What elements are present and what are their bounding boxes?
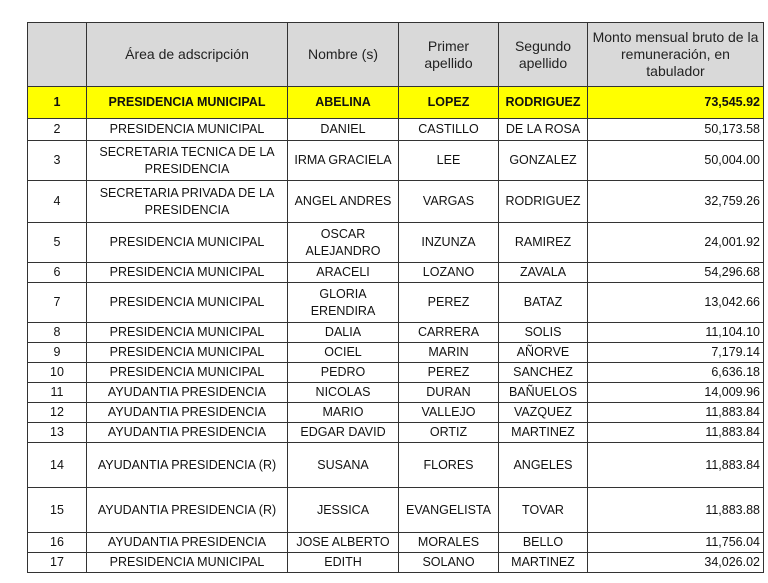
area-cell: PRESIDENCIA MUNICIPAL [87,119,288,141]
nombre-cell: DALIA [288,323,399,343]
row-index: 16 [28,533,87,553]
monto-cell: 11,883.88 [588,488,764,533]
monto-cell: 7,179.14 [588,343,764,363]
table-row [28,343,764,363]
header-area: Área de adscripción [87,23,288,87]
row-index: 4 [28,181,87,223]
header-index [28,23,87,87]
table-row [28,488,764,533]
nombre-cell: OSCAR ALEJANDRO [288,223,399,263]
area-cell: PRESIDENCIA MUNICIPAL [87,343,288,363]
header-row [28,23,764,87]
area-cell: AYUDANTIA PRESIDENCIA (R) [87,488,288,533]
primer-apellido-cell: MARIN [399,343,499,363]
segundo-apellido-cell: ANGELES [499,443,588,488]
segundo-apellido-cell: SANCHEZ [499,363,588,383]
area-cell: PRESIDENCIA MUNICIPAL [87,323,288,343]
header-primer-apellido: Primer apellido [399,23,499,87]
segundo-apellido-cell: GONZALEZ [499,141,588,181]
nombre-cell: GLORIA ERENDIRA [288,283,399,323]
primer-apellido-cell: LOPEZ [399,87,499,119]
row-index: 7 [28,283,87,323]
primer-apellido-cell: FLORES [399,443,499,488]
primer-apellido-cell: DURAN [399,383,499,403]
row-index: 2 [28,119,87,141]
monto-cell: 6,636.18 [588,363,764,383]
row-index: 1 [28,87,87,119]
area-cell: AYUDANTIA PRESIDENCIA [87,533,288,553]
primer-apellido-cell: VALLEJO [399,403,499,423]
monto-cell: 32,759.26 [588,181,764,223]
nombre-cell: PEDRO [288,363,399,383]
monto-cell: 11,883.84 [588,443,764,488]
primer-apellido-cell: VARGAS [399,181,499,223]
salary-table [27,22,764,573]
primer-apellido-cell: PEREZ [399,363,499,383]
table-row [28,181,764,223]
header-monto: Monto mensual bruto de la remuneración, en tabulador [588,23,764,87]
nombre-cell: SUSANA [288,443,399,488]
segundo-apellido-cell: MARTINEZ [499,553,588,573]
area-cell: AYUDANTIA PRESIDENCIA [87,403,288,423]
table-row [28,533,764,553]
monto-cell: 54,296.68 [588,263,764,283]
segundo-apellido-cell: BATAZ [499,283,588,323]
monto-cell: 11,104.10 [588,323,764,343]
header-nombre: Nombre (s) [288,23,399,87]
monto-cell: 11,883.84 [588,423,764,443]
nombre-cell: EDITH [288,553,399,573]
row-index: 17 [28,553,87,573]
nombre-cell: ANGEL ANDRES [288,181,399,223]
area-cell: PRESIDENCIA MUNICIPAL [87,87,288,119]
monto-cell: 50,004.00 [588,141,764,181]
primer-apellido-cell: INZUNZA [399,223,499,263]
monto-cell: 13,042.66 [588,283,764,323]
row-index: 11 [28,383,87,403]
primer-apellido-cell: LOZANO [399,263,499,283]
primer-apellido-cell: PEREZ [399,283,499,323]
row-index: 5 [28,223,87,263]
monto-cell: 34,026.02 [588,553,764,573]
area-cell: PRESIDENCIA MUNICIPAL [87,263,288,283]
segundo-apellido-cell: BAÑUELOS [499,383,588,403]
table-row [28,403,764,423]
area-cell: PRESIDENCIA MUNICIPAL [87,363,288,383]
nombre-cell: IRMA GRACIELA [288,141,399,181]
table-row [28,87,764,119]
nombre-cell: DANIEL [288,119,399,141]
segundo-apellido-cell: RODRIGUEZ [499,181,588,223]
primer-apellido-cell: ORTIZ [399,423,499,443]
row-index: 10 [28,363,87,383]
row-index: 15 [28,488,87,533]
area-cell: SECRETARIA PRIVADA DE LA PRESIDENCIA [87,181,288,223]
area-cell: AYUDANTIA PRESIDENCIA [87,423,288,443]
table-row [28,423,764,443]
row-index: 3 [28,141,87,181]
nombre-cell: EDGAR DAVID [288,423,399,443]
table-row [28,223,764,263]
row-index: 9 [28,343,87,363]
nombre-cell: JESSICA [288,488,399,533]
segundo-apellido-cell: TOVAR [499,488,588,533]
table-row [28,383,764,403]
table-row [28,119,764,141]
table-row [28,323,764,343]
primer-apellido-cell: CASTILLO [399,119,499,141]
primer-apellido-cell: LEE [399,141,499,181]
table-row [28,263,764,283]
monto-cell: 73,545.92 [588,87,764,119]
table-row [28,553,764,573]
monto-cell: 14,009.96 [588,383,764,403]
segundo-apellido-cell: RODRIGUEZ [499,87,588,119]
area-cell: SECRETARIA TECNICA DE LA PRESIDENCIA [87,141,288,181]
segundo-apellido-cell: VAZQUEZ [499,403,588,423]
row-index: 14 [28,443,87,488]
segundo-apellido-cell: ZAVALA [499,263,588,283]
area-cell: AYUDANTIA PRESIDENCIA [87,383,288,403]
nombre-cell: JOSE ALBERTO [288,533,399,553]
table-row [28,283,764,323]
row-index: 13 [28,423,87,443]
primer-apellido-cell: EVANGELISTA [399,488,499,533]
header-segundo-apellido: Segundo apellido [499,23,588,87]
row-index: 12 [28,403,87,423]
table-row [28,363,764,383]
monto-cell: 11,756.04 [588,533,764,553]
segundo-apellido-cell: MARTINEZ [499,423,588,443]
primer-apellido-cell: CARRERA [399,323,499,343]
monto-cell: 11,883.84 [588,403,764,423]
primer-apellido-cell: MORALES [399,533,499,553]
segundo-apellido-cell: AÑORVE [499,343,588,363]
segundo-apellido-cell: DE LA ROSA [499,119,588,141]
nombre-cell: OCIEL [288,343,399,363]
monto-cell: 50,173.58 [588,119,764,141]
area-cell: PRESIDENCIA MUNICIPAL [87,553,288,573]
row-index: 6 [28,263,87,283]
primer-apellido-cell: SOLANO [399,553,499,573]
segundo-apellido-cell: RAMIREZ [499,223,588,263]
row-index: 8 [28,323,87,343]
nombre-cell: ARACELI [288,263,399,283]
nombre-cell: MARIO [288,403,399,423]
area-cell: PRESIDENCIA MUNICIPAL [87,223,288,263]
segundo-apellido-cell: SOLIS [499,323,588,343]
area-cell: AYUDANTIA PRESIDENCIA (R) [87,443,288,488]
nombre-cell: NICOLAS [288,383,399,403]
table-row [28,443,764,488]
nombre-cell: ABELINA [288,87,399,119]
monto-cell: 24,001.92 [588,223,764,263]
area-cell: PRESIDENCIA MUNICIPAL [87,283,288,323]
segundo-apellido-cell: BELLO [499,533,588,553]
table-row [28,141,764,181]
